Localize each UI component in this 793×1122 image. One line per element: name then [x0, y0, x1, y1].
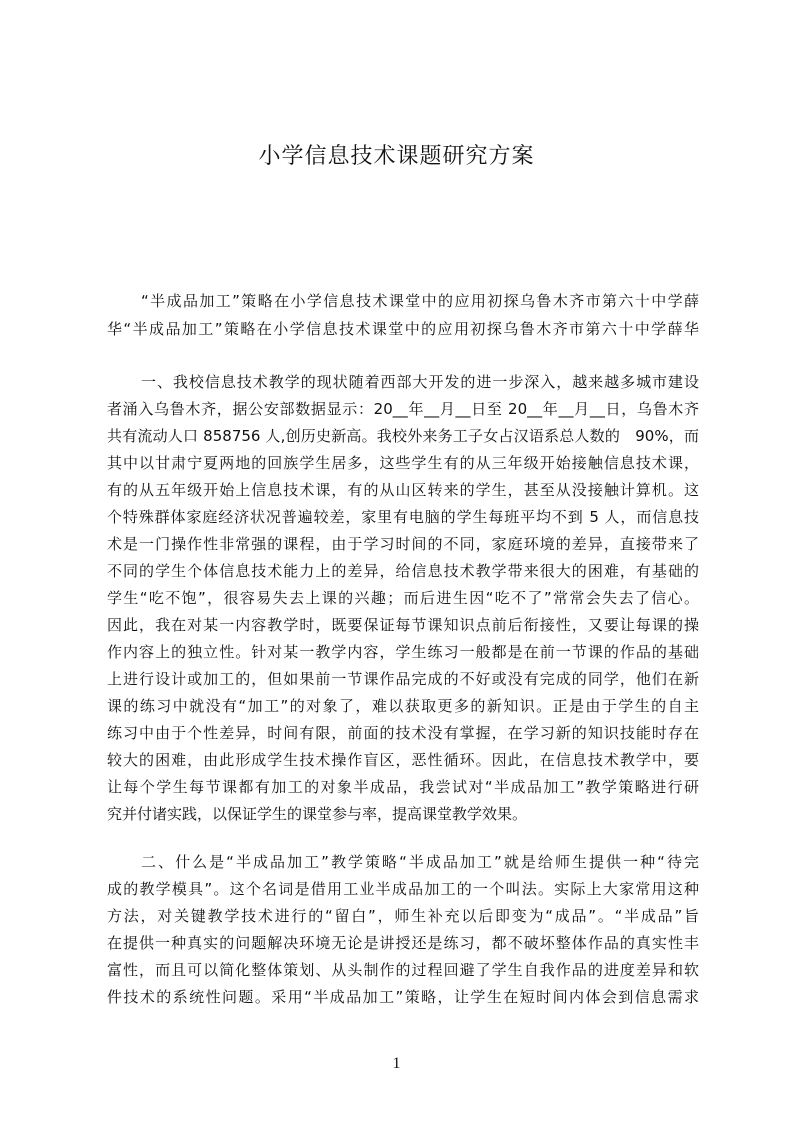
section2-line: 成的教学模具”。这个名词是借用工业半成品加工的一个叫法。实际上大家常用这种 [107, 880, 699, 898]
section1-line: 者涌入乌鲁木齐，据公安部数据显示：20__年__月__日至 20__年__月__日，乌鲁木齐 [107, 400, 699, 418]
section2-line: 件技术的系统性问题。采用“半成品加工”策略，让学生在短时间内体会到信息需求 [107, 988, 699, 1006]
section1-line: 让每个学生每节课都有加工的对象半成品，我尝试对“半成品加工”教学策略进行研 [107, 778, 699, 796]
section2-line: 富性，而且可以简化整体策划、从头制作的过程回避了学生自我作品的进度差异和软 [107, 961, 699, 979]
intro-line: “半成品加工”策略在小学信息技术课堂中的应用初探乌鲁木齐市第六十中学薛 [141, 292, 699, 310]
intro-line: 华“半成品加工”策略在小学信息技术课堂中的应用初探乌鲁木齐市第六十中学薛华 [107, 320, 699, 338]
section1-line: 较大的困难，由此形成学生技术操作盲区，恶性循环。因此，在信息技术教学中，要 [107, 751, 699, 769]
section2-line: 方法，对关键教学技术进行的“留白”，师生补充以后即变为“成品”。“半成品”旨 [107, 907, 699, 925]
page-number: 1 [392, 1055, 401, 1072]
section1-line: 课的练习中就没有“加工”的对象了，难以获取更多的新知识。正是由于学生的自主 [107, 697, 699, 715]
section1-line: 一、我校信息技术教学的现状随着西部大开发的进一步深入，越来越多城市建设 [141, 373, 699, 391]
section1-line: 练习中由于个性差异，时间有限，前面的技术没有掌握，在学习新的知识技能时存在 [107, 724, 699, 742]
section1-line: 究并付诸实践，以保证学生的课堂参与率，提高课堂教学效果。 [107, 805, 528, 823]
document-title: 小学信息技术课题研究方案 [258, 144, 535, 169]
section1-line: 有的从五年级开始上信息技术课，有的从山区转来的学生，甚至从没接触计算机。这 [107, 481, 699, 499]
section2-line: 二、什么是“半成品加工”教学策略“半成品加工”就是给师生提供一种“待完 [141, 853, 699, 871]
section1-line: 其中以甘肃宁夏两地的回族学生居多，这些学生有的从三年级开始接触信息技术课， [107, 454, 699, 472]
section2-line: 在提供一种真实的问题解决环境无论是讲授还是练习，都不破坏整体作品的真实性丰 [107, 934, 699, 952]
section1-line: 共有流动人口 858756 人,创历史新高。我校外来务工子女占汉语系总人数的 90%，而 [107, 427, 699, 445]
section1-line: 学生“吃不饱”，很容易失去上课的兴趣；而后进生因“吃不了”常常会失去了信心。 [107, 589, 699, 607]
section1-line: 上进行设计或加工的，但如果前一节课作品完成的不好或没有完成的同学，他们在新 [107, 670, 699, 688]
section1-line: 个特殊群体家庭经济状况普遍较差，家里有电脑的学生每班平均不到 5 人，而信息技 [107, 508, 699, 526]
section1-line: 不同的学生个体信息技术能力上的差异，给信息技术教学带来很大的困难，有基础的 [107, 562, 699, 580]
section1-line: 作内容上的独立性。针对某一教学内容，学生练习一般都是在前一节课的作品的基础 [107, 643, 699, 661]
section1-line: 因此，我在对某一内容教学时，既要保证每节课知识点前后衔接性，又要让每课的操 [107, 616, 699, 634]
section1-line: 术是一门操作性非常强的课程，由于学习时间的不同，家庭环境的差异，直接带来了 [107, 535, 699, 553]
